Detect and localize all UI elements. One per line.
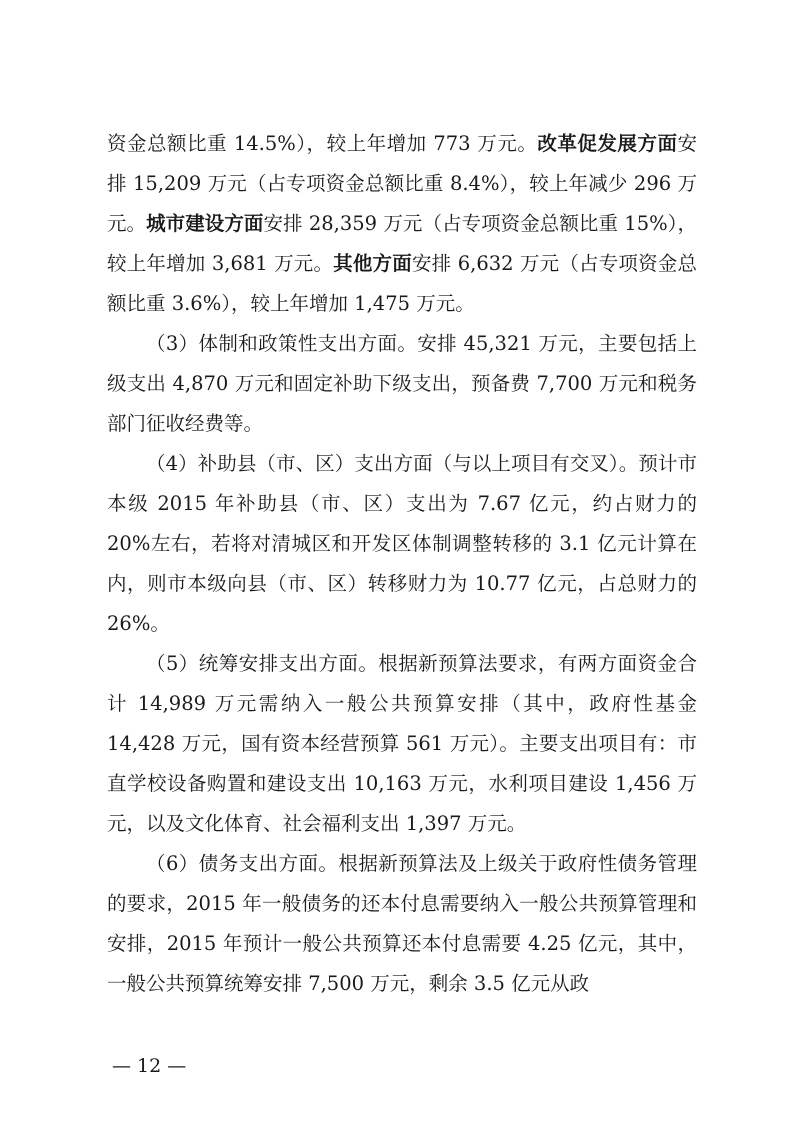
paragraph-policy-expenditure: （3）体制和政策性支出方面。安排 45,321 万元，主要包括上级支出 4,870 万元和固定补助下级支出，预备费 7,700 万元和税务部门征收经费等。 — [107, 332, 697, 435]
text-segment: 安排 15,209 万元（占专项资金总额比重 8.4%），较上年减少 296 万元。 — [107, 132, 697, 235]
paragraph-county-subsidy: （4）补助县（市、区）支出方面（与以上项目有交叉）。预计市本级 2015 年补助县（市、区）支出为 7.67 亿元，约占财力的 20%左右，若将对清城区和开发区体制调整转移的 3.1 亿元计算在内，则市本级向县（市、区）转移财力为 10.77 亿元，占总财力的 26%。 — [107, 452, 697, 635]
bold-heading-reform: 改革促发展方面 — [537, 132, 678, 155]
bold-heading-other: 其他方面 — [333, 252, 412, 275]
page-number: — 12 — — [112, 1055, 187, 1077]
text-segment: 安排 6,632 万元（占专项资金总额比重 3.6%），较上年增加 1,475 万元。 — [107, 252, 697, 315]
paragraph-debt-expenditure: （6）债务支出方面。根据新预算法及上级关于政府性债务管理的要求，2015 年一般债务的还本付息需要纳入一般公共预算管理和安排，2015 年预计一般公共预算还本付息需要 4.25 亿元，其中，一般公共预算统筹安排 7,500 万元，剩余 3.5 亿元从政 — [107, 852, 697, 995]
text-segment: 安排 28,359 万元（占专项资金总额比重 15%），较上年增加 3,681 万元。 — [107, 212, 697, 275]
body-text — [107, 124, 697, 1004]
text-segment: 资金总额比重 14.5%），较上年增加 773 万元。 — [107, 132, 538, 155]
paragraph-special-funds — [107, 124, 697, 324]
paragraph-overall-planning: （5）统筹安排支出方面。根据新预算法要求，有两方面资金合计 14,989 万元需纳入一般公共预算安排（其中，政府性基金 14,428 万元，国有资本经营预算 561 万元）。主要支出项目有：市直学校设备购置和建设支出 10,163 万元，水利项目建设 1,456 万元，以及文化体育、社会福利支出 1,397 万元。 — [107, 652, 697, 835]
bold-heading-urban: 城市建设方面 — [146, 212, 264, 235]
